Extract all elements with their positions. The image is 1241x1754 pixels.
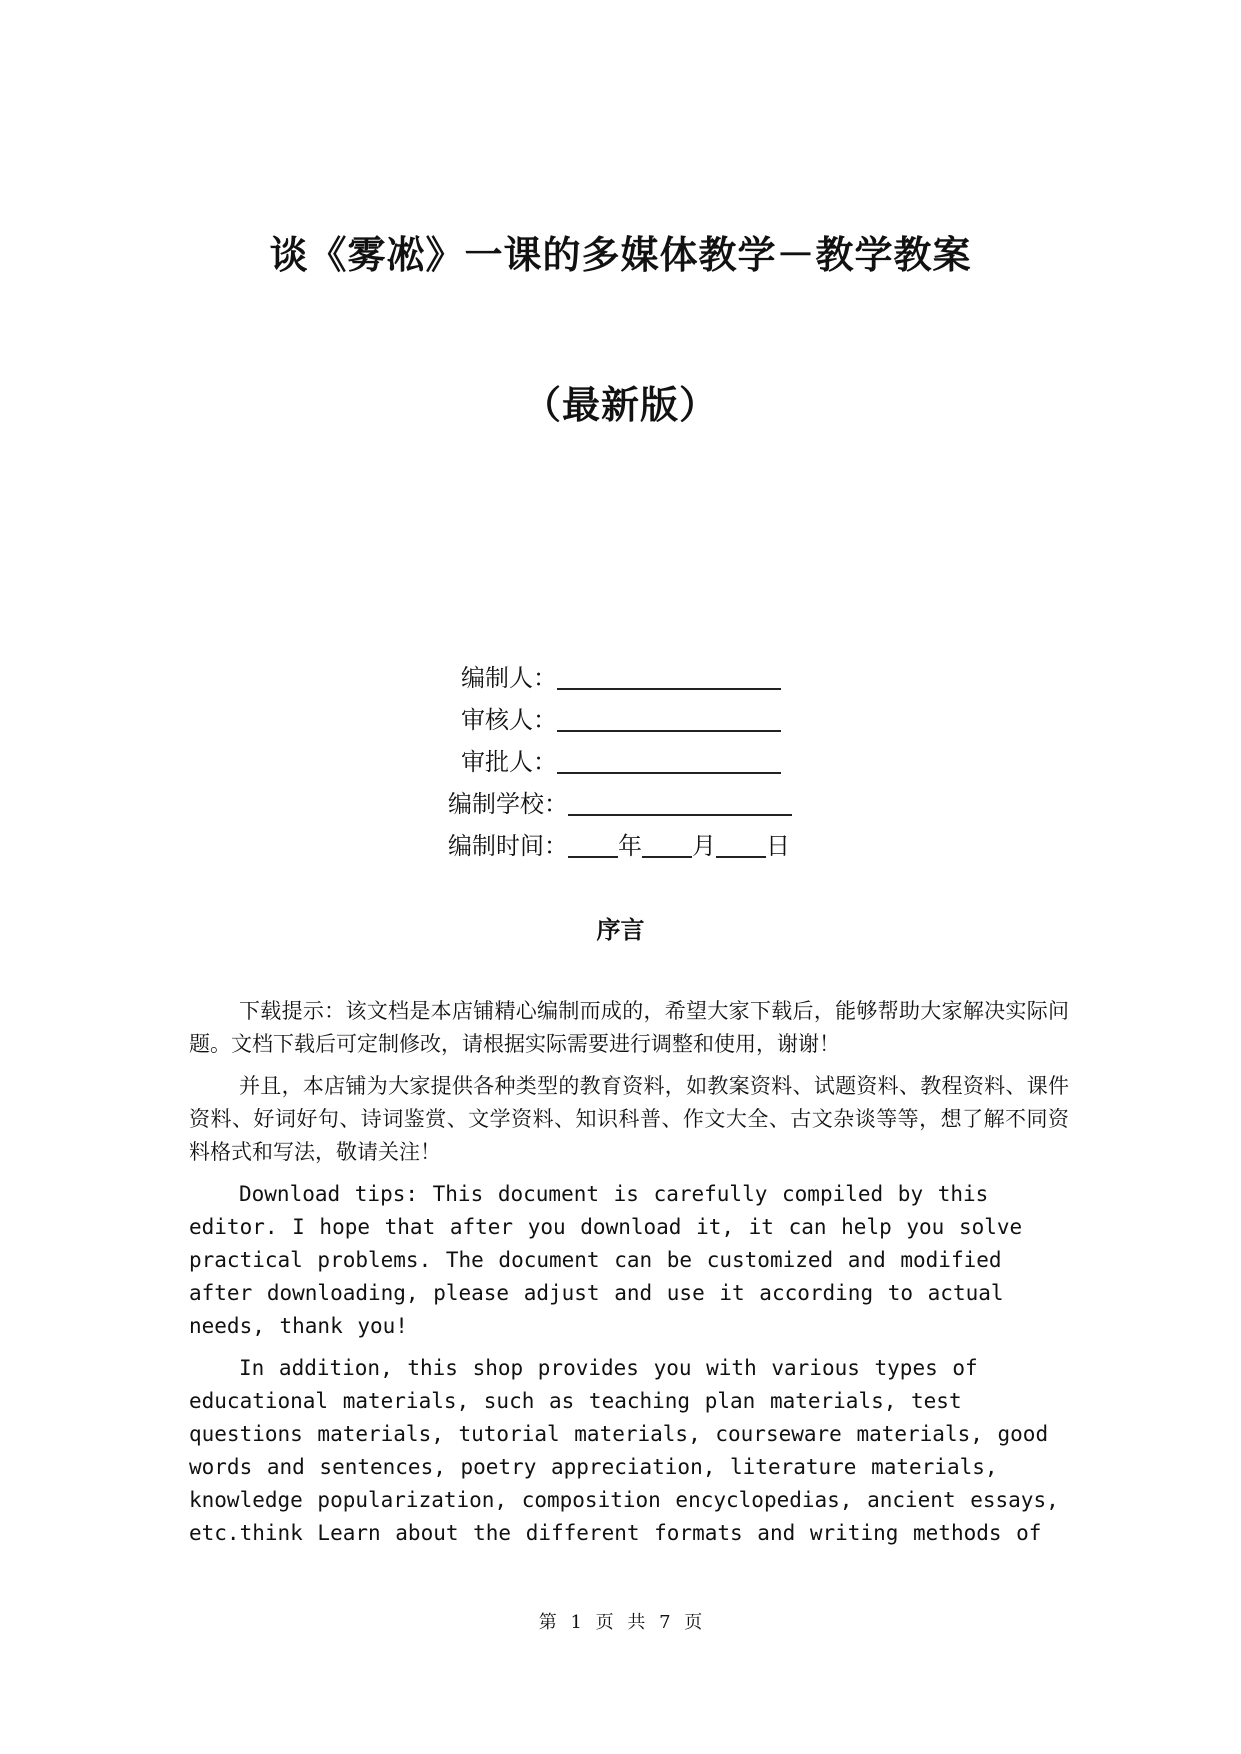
month-label: 月 [692,832,716,860]
document-subtitle: （最新版） [522,383,718,427]
reviewer-label: 审核人： [461,706,557,734]
date-label: 编制时间： [448,832,568,860]
compiler-label: 编制人： [461,664,557,692]
year-blank [568,828,618,858]
author-info-block [448,657,828,867]
month-blank [642,828,692,858]
approver-row [448,741,828,783]
school-label: 编制学校： [448,790,568,818]
preface-paragraph-en-2: In addition, this shop provides you with various types of educational materials, such as teaching plan materials, test questions materials, tutorial materials, courseware materials, good words and sentences, poetry appreciation, literature materials, knowledge popularization, composition encyclopedias, ancient essays, etc.think Learn about the different formats and writing methods of [189,1356,1059,1545]
reviewer-blank [557,702,781,732]
compiler-row [448,657,828,699]
compiler-blank [557,660,781,690]
school-row [448,783,828,825]
preface-heading: 序言 [596,916,645,944]
day-label: 日 [766,832,790,860]
approver-blank [557,744,781,774]
preface-paragraph-en-1: Download tips: This document is carefully compiled by this editor. I hope that after you download it, it can help you solve practical problems. The document can be customized and modified after downloading, please adjust and use it according to actual needs, thank you! [189,1182,1023,1338]
document-title: 谈《雾凇》一课的多媒体教学－教学教案 [269,233,972,277]
preface-paragraph-cn-2: 并且，本店铺为大家提供各种类型的教育资料，如教案资料、试题资料、教程资料、课件资料、好词好句、诗词鉴赏、文学资料、知识科普、作文大全、古文杂谈等等，想了解不同资料格式和写法，敬请关注！ [189,1074,1069,1164]
approver-label: 审批人： [461,748,557,776]
preface-paragraph-cn-1: 下载提示：该文档是本店铺精心编制而成的，希望大家下载后，能够帮助大家解决实际问题。文档下载后可定制修改，请根据实际需要进行调整和使用，谢谢！ [189,999,1069,1056]
day-blank [716,828,766,858]
date-row [448,825,828,867]
preface-body [189,995,1069,1559]
reviewer-row [448,699,828,741]
year-label: 年 [618,832,642,860]
page-number: 第 1 页 共 7 页 [538,1612,703,1633]
school-blank [568,786,792,816]
